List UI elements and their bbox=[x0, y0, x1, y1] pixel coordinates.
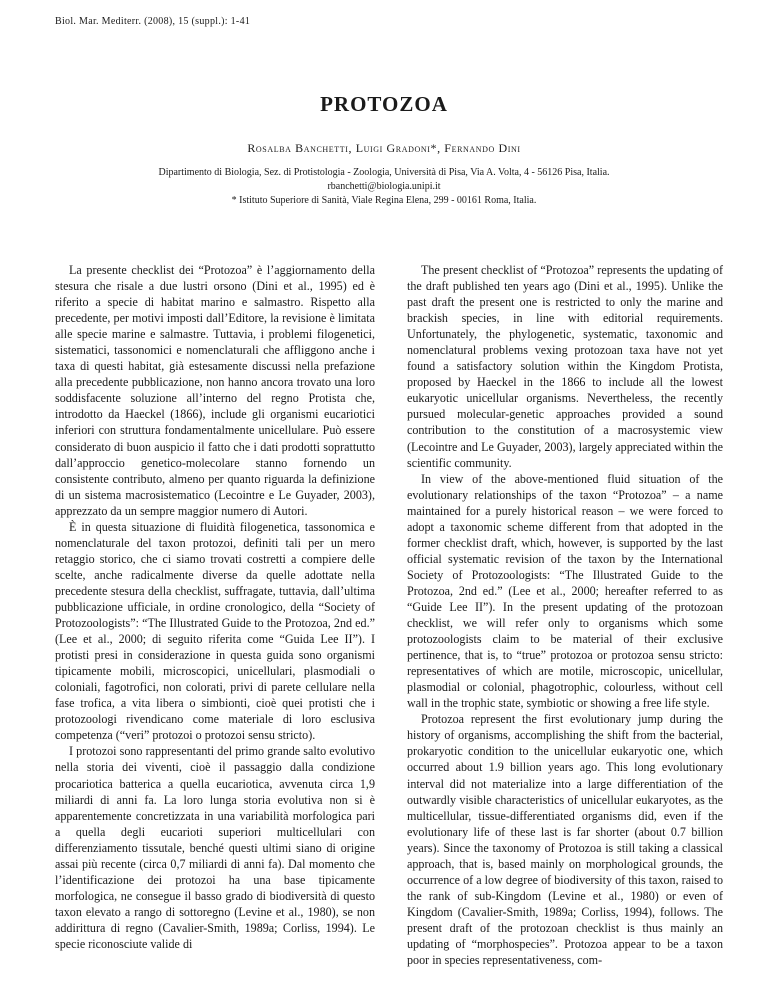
english-paragraph-3: Protozoa represent the first evolutionary jump during the history of organisms, accomplishing the shift from the bacterial, prokaryotic condition to the unicellular eukaryotic one, which occurred about 1.9 billion years ago. This long evolutionary interval did not materialize into a large differentiation of the outwardly visible characteristics of unicellular eukaryotes, as the multicellular, tissue-differentiated organisms did, even if the evolutionary life of these last is far shorter (about 0.7 billion years). Since the taxonomy of Protozoa is still taking a classical approach, that is, based mainly on morphological grounds, the occurrence of a low degree of biodiversity of this taxon, raised to the rank of sub-Kingdom (Levine et al., 1980) or even of Kingdom (Cavalier-Smith, 1989a; Corliss, 1994), follows. The present draft of the protozoan checklist is thus mainly an updating of “morphospecies”. Protozoa appear to be a taxon poor in species representativeness, com- bbox=[407, 712, 723, 968]
italian-paragraph-2: È in questa situazione di fluidità filogenetica, tassonomica e nomenclaturale del taxon protozoi, definiti tali per un mero retaggio storico, che ci siamo trovati costretti a compiere delle scelte, anche radicalmente diverse da quelle adottate nella precedente stesura della checklist, suffragate, tuttavia, dall’ultima pubblicazione ufficiale, in ordine cronologico, della “Society of Protozoologists”: “The Illustrated Guide to the Protozoa, 2nd ed.” (Lee et al., 2000; di seguito riferita come “Guida Lee II”). I protisti presi in considerazione in questa guida sono organismi tipicamente mobili, microscopici, unicellulari, plasmodiali o coloniali, fagotrofici, non colorati, privi di parete cellulare nella fase trofica, a vita libera o simbionti, cioè quei protisti che i protozoologi rivendicano come materiale di loro esclusiva competenza (“veri” protozoi o protozoi sensu stricto). bbox=[55, 519, 375, 743]
italian-column bbox=[55, 262, 375, 952]
article-title: PROTOZOA bbox=[320, 92, 448, 116]
affiliation-pisa: Dipartimento di Biologia, Sez. di Protistologia - Zoologia, Università di Pisa, Via A. Volta, 4 - 56126 Pisa, Italia. bbox=[158, 167, 610, 178]
italian-paragraph-3: I protozoi sono rappresentanti del primo grande salto evolutivo nella storia dei viventi, cioè il passaggio dalla condizione procariotica batterica a quella eucariotica, avvenuta circa 1,9 miliardi di anni fa. La loro lunga storia evolutiva non si è apparentemente concretizzata in una variabilità morfologica pari a quella degli eucarioti superiori multicellulari con differenziamento tissutale, benché questi ultimi siano di origine assai più recente (circa 0,7 miliardi di anni fa). Dal momento che l’identificazione dei protozoi ha una base tipicamente morfologica, ne consegue il basso grado di biodiversità di questo taxon elevato a rango di sottoregno (Levine et al., 1980), se non addirittura di regno (Cavalier-Smith, 1989a; Corliss, 1994). Le specie riconosciute valide di bbox=[55, 744, 375, 951]
english-paragraph-1: The present checklist of “Protozoa” represents the updating of the draft published ten years ago (Dini et al., 1995). Unlike the past draft the present one is restricted to only the marine and brackish species, in line with editorial requirements. Unfortunately, the phylogenetic, systematic, taxonomic and nomenclatural problems vexing protozoan taxa have not yet found a satisfactory solution within the Kingdom Protista, proposed by Haeckel in the 1866 to include all the lowest eukaryotic unicellular organisms. Nevertheless, the recently pursued molecular-genetic approaches provided a sound contribution to the constitution of a macrosystemic view (Lecointre and Le Guyader, 2003), largely appreciated within the scientific community. bbox=[407, 263, 723, 470]
running-head: Biol. Mar. Mediterr. (2008), 15 (suppl.): 1-41 bbox=[55, 16, 251, 27]
italian-paragraph-1: La presente checklist dei “Protozoa” è l’aggiornamento della stesura che risale a due lustri orsono (Dini et al., 1995) ed è riferito a specie di habitat marino e salmastro. Rispetto alla precedente, per motivi imposti dall’Editore, la revisione è limitata alle specie marine e salmastre. Tuttavia, i problemi filogenetici, sistematici, tassonomici e nomenclaturali che affliggono anche i taxa di questi habitat, già estesamente discussi nella prefazione alla precedente pubblicazione, non hanno ancora trovato una loro soddisfacente soluzione all’interno del regno Protista che, introdotto da Haeckel (1866), include gli organismi eucariotici inferiori con struttura fondamentalmente unicellulare. Può essere considerato di buon auspicio il fatto che i dati prodotti soprattutto dall’approccio genetico-molecolare stanno fornendo un consistente contributo, almeno per quanto riguarda la definizione di un sistema macrosistematico (Lecointre e Le Guyader, 2003), apprezzato da un sempre maggior numero di Autori. bbox=[55, 263, 375, 518]
affiliations bbox=[0, 166, 768, 208]
affiliation-roma: * Istituto Superiore di Sanità, Viale Regina Elena, 299 - 00161 Roma, Italia. bbox=[231, 195, 537, 206]
english-column bbox=[407, 262, 723, 968]
author-email[interactable]: rbanchetti@biologia.unipi.it bbox=[327, 181, 441, 192]
english-paragraph-2: In view of the above-mentioned fluid situation of the evolutionary relationships of the taxon “Protozoa” – a name maintained for a purely historical reason – we were forced to adopt a taxonomic scheme different from that adopted in the former checklist draft, which, however, is supported by the last official systematic revision of the taxon by the International Society of Protozoologists: “The Illustrated Guide to the Protozoa, 2nd ed.” (Lee et al., 2000; hereafter referred to as “Guide Lee II”). In the present updating of the protozoan checklist, we will refer only to organisms which some protozoologists claim to be material of their exclusive pertinence, that is, to “true” protozoa or protozoa sensu stricto: representatives of which are motile, microscopic, unicellular, plasmodial or colonial, phagotrophic, colourless, without cell wall in the trophic state, symbiotic or showing a free life style. bbox=[407, 471, 723, 711]
author-list: Rosalba Banchetti, Luigi Gradoni*, Fernando Dini bbox=[247, 141, 521, 155]
